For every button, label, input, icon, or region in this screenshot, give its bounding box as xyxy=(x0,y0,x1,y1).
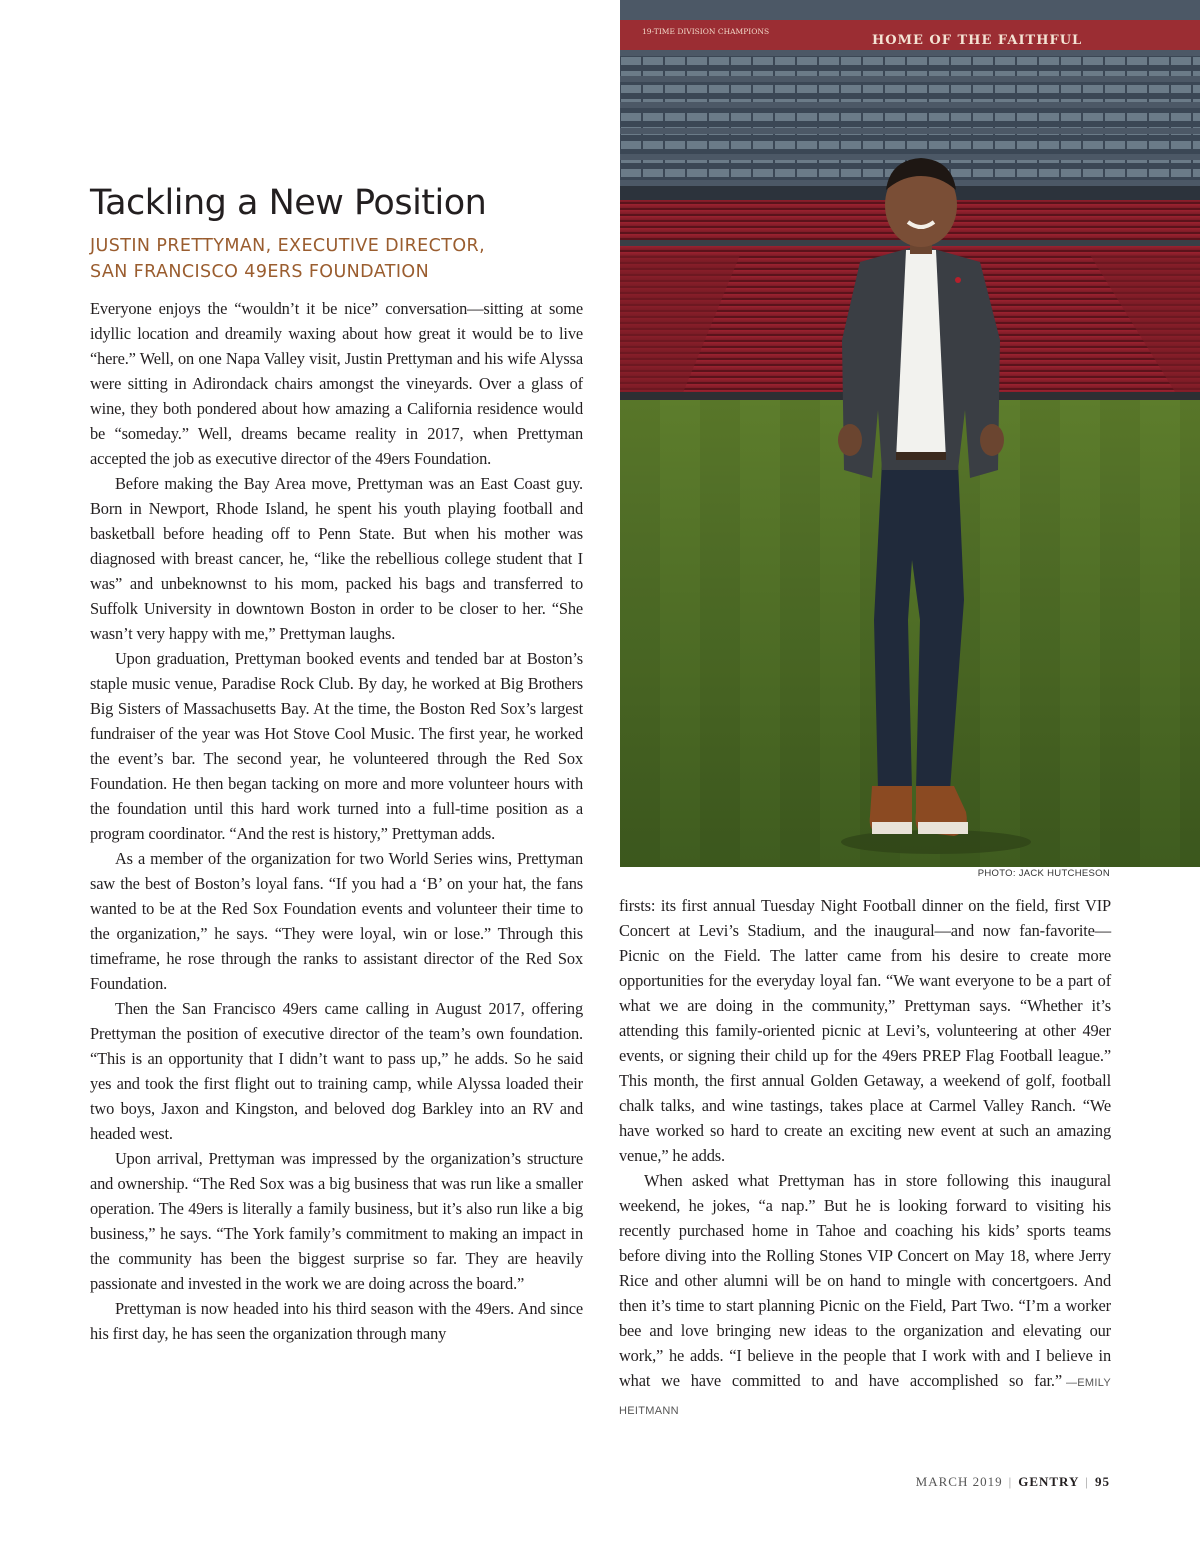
body-paragraph: Then the San Francisco 49ers came calling in August 2017, offering Prettyman the position of executive director of the team’s own foundation. “This is an opportunity that I didn’t want to pass up,” he adds. So he said yes and took the first flight out to training camp, while Alyssa loaded their two boys, Jaxon and Kingston, and beloved dog Barkley into an RV and headed west. xyxy=(90,999,583,1143)
issue-date: MARCH 2019 xyxy=(915,1474,1003,1489)
body-column-left xyxy=(90,296,583,1346)
closing-paragraph-text: When asked what Prettyman has in store following this inaugural weekend, he jokes, “a nap.” But he is looking forward to visiting his recently purchased home in Tahoe and coaching his kids’ sports teams before diving into the Rolling Stones VIP Concert on May 18, where Jerry Rice and other alumni will be on hand to mingle with concertgoers. And then it’s time to start planning Picnic on the Field, Part Two. “I’m a worker bee and love bringing new ideas to the organization and elevating our work,” he adds. “I believe in the people that I work with and I believe in what we have committed to and have accomplished so far.” xyxy=(619,1171,1111,1390)
body-paragraph: firsts: its first annual Tuesday Night Football dinner on the field, first VIP Concert at Levi’s Stadium, and the inaugural—and now fan-favorite—Picnic on the Field. The latter came from his desire to create more opportunities for the everyday loyal fan. “We want everyone to be a part of what we are doing in the community,” Prettyman says. “Whether it’s attending this family-oriented picnic at Levi’s, volunteering at other 49er events, or signing their child up for the 49ers PREP Flag Football league.” This month, the first annual Golden Getaway, a weekend of golf, football chalk talks, and wine tastings, takes place at Carmel Valley Ranch. “We have worked so hard to create an exciting new event at such an amazing venue,” he adds. xyxy=(619,896,1111,1165)
body-paragraph: Everyone enjoys the “wouldn’t it be nice” conversation—sitting at some idyllic location and dreamily waxing about how great it would be to live “here.” Well, on one Napa Valley visit, Justin Prettyman and his wife Alyssa were sitting in Adirondack chairs amongst the vineyards. Over a glass of wine, they both pondered about how amazing a California residence would be “someday.” Well, dreams became reality in 2017, when Prettyman accepted the job as executive director of the 49ers Foundation. xyxy=(90,299,583,468)
article-subtitle xyxy=(90,233,590,285)
folio-separator: | xyxy=(1085,1474,1089,1489)
page-folio xyxy=(916,1474,1110,1490)
body-paragraph xyxy=(619,1168,1111,1424)
folio-separator: | xyxy=(1008,1474,1013,1489)
photo-credit: PHOTO: JACK HUTCHESON xyxy=(977,868,1110,879)
banner-division-champions: 19-TIME DIVISION CHAMPIONS xyxy=(642,27,770,36)
page-number: 95 xyxy=(1095,1474,1110,1489)
article-title: Tackling a New Position xyxy=(90,183,487,223)
body-paragraph: Before making the Bay Area move, Prettyman was an East Coast guy. Born in Newport, Rhode Island, he spent his youth playing football and basketball before heading off to Penn State. But when his mother was diagnosed with breast cancer, he, “like the rebellious college student that I was” and unbeknownst to his mom, packed his bags and transferred to Suffolk University in downtown Boston in order to be closer to her. “She wasn’t very happy with me,” Prettyman laughs. xyxy=(90,474,583,643)
subtitle-line-2: SAN FRANCISCO 49ERS FOUNDATION xyxy=(90,262,430,282)
banner-home-of-the-faithful: HOME OF THE FAITHFUL xyxy=(872,33,1083,48)
body-paragraph: Prettyman is now headed into his third season with the 49ers. And since his first day, he has seen the organization through many xyxy=(90,1299,583,1343)
body-paragraph: Upon arrival, Prettyman was impressed by the organization’s structure and ownership. “The Red Sox was a big business that was run like a smaller operation. The 49ers is literally a family business, but it’s also run like a big business,” he says. “The York family’s commitment to making an impact in the community has been the biggest surprise so far. They are heavily passionate and invested in the work we are doing across the board.” xyxy=(90,1149,583,1293)
body-column-right xyxy=(619,893,1111,1424)
body-paragraph: As a member of the organization for two World Series wins, Prettyman saw the best of Boston’s loyal fans. “If you had a ‘B’ on your hat, the fans wanted to be at the Red Sox Foundation events and volunteer their time to the organization,” he says. “They were loyal, win or lose.” Through this timeframe, he rose through the ranks to assistant director of the Red Sox Foundation. xyxy=(90,849,583,993)
subtitle-line-1: JUSTIN PRETTYMAN, EXECUTIVE DIRECTOR, xyxy=(90,236,486,256)
author-byline: —EMILY HEITMANN xyxy=(619,1377,1111,1417)
magazine-name: GENTRY xyxy=(1018,1474,1080,1489)
body-paragraph: Upon graduation, Prettyman booked events and tended bar at Boston’s staple music venue, Paradise Rock Club. By day, he worked at Big Brothers Big Sisters of Massachusetts Bay. At the time, the Boston Red Sox’s largest fundraiser of the year was Hot Stove Cool Music. The first year, he worked the event’s bar. The second year, he volunteered through the Red Sox Foundation. He then began tacking on more and more volunteer hours with the foundation until this hard work turned into a full-time position as a program coordinator. “And the rest is history,” Prettyman adds. xyxy=(90,649,583,843)
stadium-portrait-photo xyxy=(620,0,1200,867)
